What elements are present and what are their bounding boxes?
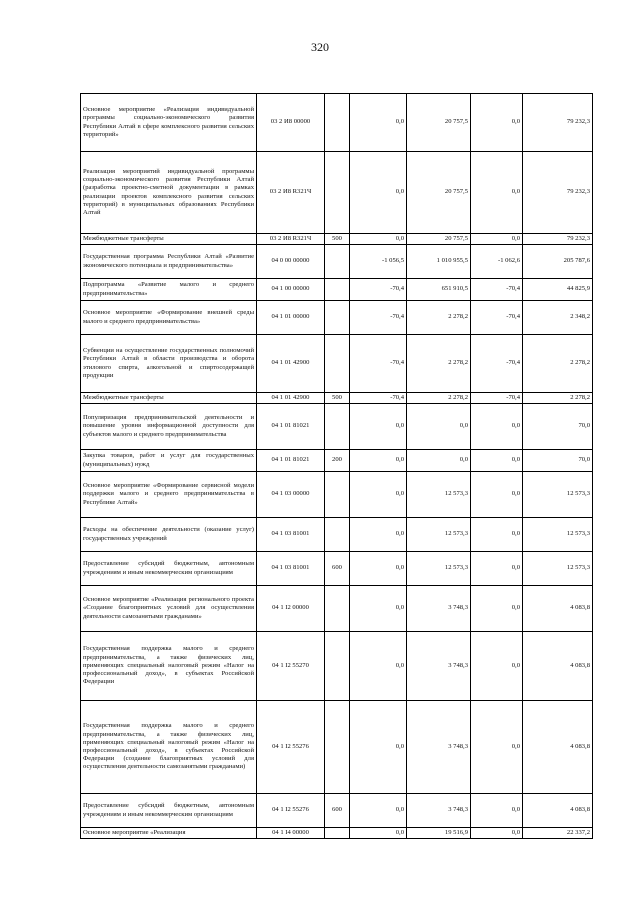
row-expense-type: 600 [325, 794, 350, 828]
row-expense-type [325, 301, 350, 335]
row-name: Субвенции на осуществление государственных полномочий Республики Алтай в области производства и оборота этилового спирта, алкогольной и спиртосодержащей продукции [81, 335, 257, 393]
row-code: 04 1 03 00000 [257, 472, 325, 518]
row-expense-type [325, 152, 350, 234]
row-code: 04 1 03 81001 [257, 518, 325, 552]
row-value-1: 0,0 [350, 404, 407, 450]
row-value-3: -70,4 [471, 301, 523, 335]
row-expense-type: 500 [325, 393, 350, 404]
row-name: Предоставление субсидий бюджетным, автономным учреждениям и иным некоммерческим организациям [81, 552, 257, 586]
row-name: Основное мероприятие «Реализация индивидуальной программы социально-экономического развития Республики Алтай в сфере комплексного развития сельских территорий» [81, 94, 257, 152]
row-value-3: 0,0 [471, 152, 523, 234]
row-expense-type [325, 828, 350, 839]
row-expense-type [325, 701, 350, 794]
row-value-1: -70,4 [350, 301, 407, 335]
row-value-4: 2 278,2 [523, 393, 593, 404]
row-value-2: 3 748,3 [407, 632, 471, 701]
table-row [81, 701, 593, 794]
row-value-2: 20 757,5 [407, 234, 471, 245]
row-value-4: 79 232,3 [523, 234, 593, 245]
row-value-3: -70,4 [471, 279, 523, 301]
row-value-1: 0,0 [350, 632, 407, 701]
row-value-4: 4 083,8 [523, 632, 593, 701]
row-code: 04 1 03 81001 [257, 552, 325, 586]
row-value-3: -70,4 [471, 335, 523, 393]
row-name: Межбюджетные трансферты [81, 234, 257, 245]
row-value-3: 0,0 [471, 518, 523, 552]
row-name: Основное мероприятие «Реализация регионального проекта «Создание благоприятных условий для осуществления деятельности самозанятыми гражданами» [81, 586, 257, 632]
table-row [81, 632, 593, 701]
table-row [81, 404, 593, 450]
row-value-2: 0,0 [407, 404, 471, 450]
row-code: 04 1 01 42900 [257, 335, 325, 393]
row-value-1: 0,0 [350, 701, 407, 794]
row-value-2: 2 278,2 [407, 301, 471, 335]
row-code: 04 1 I2 55276 [257, 794, 325, 828]
row-code: 04 1 01 00000 [257, 301, 325, 335]
row-code: 04 1 I2 55276 [257, 701, 325, 794]
row-expense-type [325, 472, 350, 518]
row-expense-type [325, 279, 350, 301]
row-value-4: 4 083,8 [523, 794, 593, 828]
row-value-2: 20 757,5 [407, 94, 471, 152]
row-expense-type [325, 404, 350, 450]
row-name: Предоставление субсидий бюджетным, автономным учреждениям и иным некоммерческим организациям [81, 794, 257, 828]
row-expense-type: 500 [325, 234, 350, 245]
row-expense-type [325, 632, 350, 701]
row-value-3: 0,0 [471, 450, 523, 472]
row-value-2: 0,0 [407, 450, 471, 472]
row-value-2: 651 910,5 [407, 279, 471, 301]
row-value-4: 2 348,2 [523, 301, 593, 335]
table-row [81, 518, 593, 552]
row-value-4: 4 083,8 [523, 701, 593, 794]
row-value-1: 0,0 [350, 552, 407, 586]
row-value-2: 2 278,2 [407, 335, 471, 393]
row-name: Межбюджетные трансферты [81, 393, 257, 404]
row-value-1: 0,0 [350, 94, 407, 152]
row-value-3: 0,0 [471, 828, 523, 839]
row-code: 04 1 I4 00000 [257, 828, 325, 839]
table-row [81, 301, 593, 335]
table-row [81, 828, 593, 839]
row-value-4: 4 083,8 [523, 586, 593, 632]
row-value-2: 12 573,3 [407, 552, 471, 586]
row-expense-type [325, 518, 350, 552]
row-value-4: 205 787,6 [523, 245, 593, 279]
row-name: Реализация мероприятий индивидуальной программы социально-экономического развития Республики Алтай (разработка проектно-сметной документации в рамках реализации проектов комплексного развития сельских территорий) в муниципальных образованиях Республики Алтай [81, 152, 257, 234]
row-value-2: 12 573,3 [407, 518, 471, 552]
row-code: 04 1 I2 00000 [257, 586, 325, 632]
row-value-1: 0,0 [350, 794, 407, 828]
row-value-1: 0,0 [350, 518, 407, 552]
row-value-3: 0,0 [471, 552, 523, 586]
page-number: 320 [311, 40, 329, 54]
row-value-3: 0,0 [471, 794, 523, 828]
row-name: Закупка товаров, работ и услуг для государственных (муниципальных) нужд [81, 450, 257, 472]
row-expense-type [325, 94, 350, 152]
table-row [81, 335, 593, 393]
row-value-1: -1 056,5 [350, 245, 407, 279]
row-expense-type: 200 [325, 450, 350, 472]
row-expense-type [325, 335, 350, 393]
row-expense-type [325, 245, 350, 279]
row-name: Основное мероприятие «Формирование сервисной модели поддержки малого и среднего предпринимательства в Республике Алтай» [81, 472, 257, 518]
table-row [81, 450, 593, 472]
row-name: Государственная поддержка малого и среднего предпринимательства, а также физических лиц, применяющих специальный налоговый режим «Налог на профессиональный доход», в субъектах Российской Федерации (создание благоприятных условий для осуществления деятельности самозанятыми гражданами) [81, 701, 257, 794]
row-value-3: 0,0 [471, 234, 523, 245]
row-value-1: 0,0 [350, 450, 407, 472]
row-value-3: 0,0 [471, 404, 523, 450]
row-value-1: -70,4 [350, 393, 407, 404]
table-row [81, 552, 593, 586]
row-expense-type [325, 586, 350, 632]
row-value-4: 70,0 [523, 450, 593, 472]
row-value-4: 79 232,3 [523, 152, 593, 234]
row-value-2: 12 573,3 [407, 472, 471, 518]
row-value-2: 2 278,2 [407, 393, 471, 404]
row-name: Популяризация предпринимательской деятельности и повышение уровня информационной доступности для субъектов малого и среднего предпринимательства [81, 404, 257, 450]
row-code: 04 0 00 00000 [257, 245, 325, 279]
row-value-2: 19 516,9 [407, 828, 471, 839]
row-value-3: -70,4 [471, 393, 523, 404]
row-value-2: 3 748,3 [407, 701, 471, 794]
row-code: 04 1 01 42900 [257, 393, 325, 404]
table-row [81, 94, 593, 152]
row-code: 04 1 00 00000 [257, 279, 325, 301]
row-value-4: 12 573,3 [523, 518, 593, 552]
table-body [81, 94, 593, 839]
row-value-1: -70,4 [350, 279, 407, 301]
table-row [81, 279, 593, 301]
row-code: 03 2 И8 R321Ч [257, 152, 325, 234]
row-value-1: -70,4 [350, 335, 407, 393]
row-name: Основное мероприятие «Реализация [81, 828, 257, 839]
row-code: 04 1 01 81021 [257, 404, 325, 450]
row-name: Государственная программа Республики Алтай «Развитие экономического потенциала и предпринимательства» [81, 245, 257, 279]
row-code: 03 2 И8 R321Ч [257, 234, 325, 245]
row-value-1: 0,0 [350, 586, 407, 632]
table-row [81, 393, 593, 404]
row-value-2: 3 748,3 [407, 794, 471, 828]
row-value-4: 12 573,3 [523, 472, 593, 518]
row-value-4: 12 573,3 [523, 552, 593, 586]
table-row [81, 245, 593, 279]
row-value-4: 44 825,9 [523, 279, 593, 301]
row-value-4: 79 232,3 [523, 94, 593, 152]
row-value-2: 1 010 955,5 [407, 245, 471, 279]
table-row [81, 152, 593, 234]
row-value-1: 0,0 [350, 152, 407, 234]
row-value-3: 0,0 [471, 632, 523, 701]
row-value-2: 20 757,5 [407, 152, 471, 234]
table-row [81, 794, 593, 828]
row-value-1: 0,0 [350, 828, 407, 839]
row-value-4: 2 278,2 [523, 335, 593, 393]
row-name: Расходы на обеспечение деятельности (оказание услуг) государственных учреждений [81, 518, 257, 552]
row-value-3: 0,0 [471, 472, 523, 518]
row-value-4: 22 337,2 [523, 828, 593, 839]
table-row [81, 472, 593, 518]
row-value-3: -1 062,6 [471, 245, 523, 279]
table-row [81, 234, 593, 245]
row-name: Подпрограмма «Развитие малого и среднего предпринимательства» [81, 279, 257, 301]
row-code: 03 2 И8 00000 [257, 94, 325, 152]
table-row [81, 586, 593, 632]
row-value-3: 0,0 [471, 586, 523, 632]
row-value-3: 0,0 [471, 701, 523, 794]
row-code: 04 1 01 81021 [257, 450, 325, 472]
row-value-2: 3 748,3 [407, 586, 471, 632]
row-value-1: 0,0 [350, 472, 407, 518]
row-value-3: 0,0 [471, 94, 523, 152]
row-expense-type: 600 [325, 552, 350, 586]
row-value-4: 70,0 [523, 404, 593, 450]
row-name: Основное мероприятие «Формирование внешней среды малого и среднего предпринимательства» [81, 301, 257, 335]
row-name: Государственная поддержка малого и среднего предпринимательства, а также физических лиц, применяющих специальный налоговый режим «Налог на профессиональный доход», в субъектах Российской Федерации [81, 632, 257, 701]
row-code: 04 1 I2 55270 [257, 632, 325, 701]
budget-table [80, 93, 593, 839]
row-value-1: 0,0 [350, 234, 407, 245]
